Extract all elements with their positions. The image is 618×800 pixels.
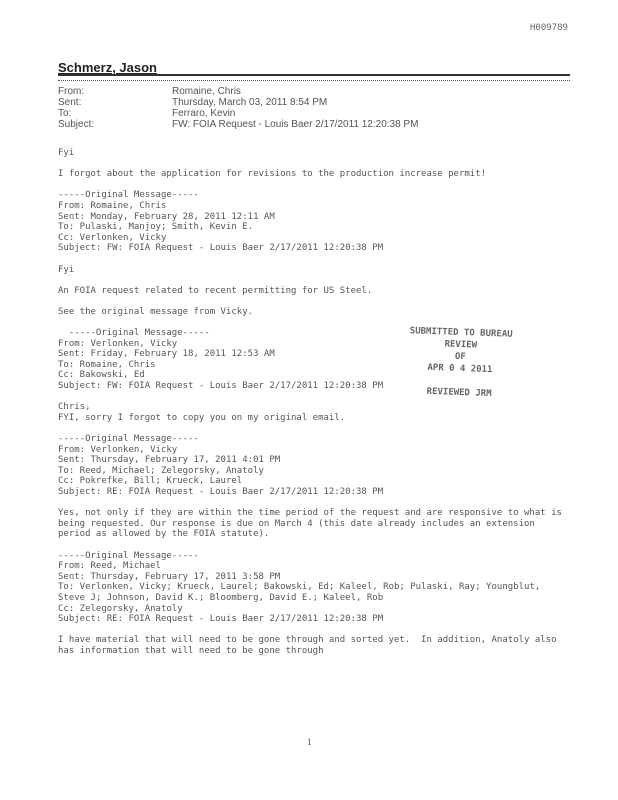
body-line: Cc: Verlonken, Vicky: [58, 232, 167, 243]
body-line: From: Verlonken, Vicky: [58, 338, 178, 349]
body-line: To: Reed, Michael; Zelegorsky, Anatoly: [58, 465, 264, 476]
email-header: [58, 86, 418, 130]
from-value: Romaine, Chris: [172, 86, 241, 97]
body-line: [58, 318, 578, 329]
body-line: FYI, sorry I forgot to copy you on my original email.: [58, 412, 346, 423]
body-line: -----Original Message-----: [58, 550, 199, 561]
body-line: Chris,: [58, 402, 91, 413]
subject-label: Subject:: [58, 119, 95, 130]
from-label: From:: [58, 86, 85, 97]
body-line: [58, 296, 578, 307]
sent-label: Sent:: [58, 97, 82, 108]
to-label: To:: [58, 108, 72, 119]
received-stamp: [394, 325, 527, 409]
body-line: has information that will need to be gone through: [58, 645, 324, 656]
body-line: [58, 180, 578, 191]
body-line: Sent: Friday, February 18, 2011 12:53 AM: [58, 349, 275, 360]
body-line: Sent: Thursday, February 17, 2011 3:58 PM: [58, 571, 281, 582]
stamp-line: APR 0 4 2011: [427, 362, 493, 376]
body-line: period as allowed by the FOIA statute).: [58, 529, 270, 540]
body-line: An FOIA request related to recent permitting for US Steel.: [58, 285, 373, 296]
body-line: Sent: Monday, February 28, 2011 12:11 AM: [58, 211, 275, 222]
body-line: Fyi: [58, 148, 75, 158]
body-line: I have material that will need to be gone through and sorted yet. In addition, Anatoly also: [58, 635, 557, 646]
body-line: -----Original Message-----: [58, 328, 210, 339]
body-line: -----Original Message-----: [58, 190, 199, 201]
body-line: Cc: Bakowski, Ed: [58, 370, 145, 381]
sent-value: Thursday, March 03, 2011 8:54 PM: [172, 97, 328, 108]
stamp-line: REVIEWED JRM: [426, 386, 492, 400]
body-line: [58, 625, 578, 636]
body-line: To: Pulaski, Manjoy; Smith, Kevin E.: [58, 222, 254, 233]
body-line: Subject: FW: FOIA Request - Louis Baer 2/17/2011 12:20:38 PM: [58, 381, 384, 392]
from-row: [58, 86, 418, 97]
subject-value: FW: FOIA Request - Louis Baer 2/17/2011 12:20:38 PM: [172, 119, 419, 130]
body-line: From: Romaine, Chris: [58, 200, 167, 211]
body-line: To: Verlonken, Vicky; Krueck, Laurel; Bakowski, Ed; Kaleel, Rob; Pulaski, Ray; Youngblut,: [58, 582, 541, 593]
to-row: [58, 108, 418, 119]
body-line: I forgot about the application for revisions to the production increase permit!: [58, 169, 487, 180]
page-number: 1: [307, 737, 312, 747]
body-line: Subject: RE: FOIA Request - Louis Baer 2/17/2011 12:20:38 PM: [58, 614, 384, 625]
body-line: [58, 540, 578, 551]
body-line: [58, 159, 578, 170]
body-line: Steve J; Johnson, David K.; Bloomberg, David E.; Kaleel, Rob: [58, 592, 384, 603]
body-line: Fyi: [58, 264, 75, 275]
subject-row: [58, 119, 418, 130]
stamp-line: OF: [454, 351, 466, 363]
body-line: Subject: FW: FOIA Request - Louis Baer 2/17/2011 12:20:38 PM: [58, 243, 384, 254]
body-line: [58, 423, 578, 434]
body-line: being requested. Our response is due on March 4 (this date already includes an extension: [58, 518, 535, 529]
body-line: Cc: Zelegorsky, Anatoly: [58, 603, 183, 614]
body-line: To: Romaine, Chris: [58, 359, 156, 370]
body-line: From: Verlonken, Vicky: [58, 444, 178, 455]
body-line: Cc: Pokrefke, Bill; Krueck, Laurel: [58, 476, 243, 487]
stamp-line: SUBMITTED TO BUREAU: [409, 326, 513, 340]
body-line: Sent: Thursday, February 17, 2011 4:01 PM: [58, 455, 281, 466]
body-line: [58, 498, 578, 509]
body-line: See the original message from Vicky.: [58, 306, 254, 317]
stamp-line: REVIEW: [444, 339, 478, 351]
mailbox-owner-name: Schmerz, Jason: [58, 60, 157, 75]
body-line: -----Original Message-----: [58, 434, 199, 445]
body-line: Subject: RE: FOIA Request - Louis Baer 2/17/2011 12:20:38 PM: [58, 487, 384, 497]
body-line: Yes, not only if they are within the time period of the request and are responsive to what is: [58, 508, 562, 519]
to-value: Ferraro, Kevin: [172, 108, 236, 119]
sent-row: [58, 97, 418, 108]
header-rule: [58, 74, 570, 81]
body-line: [58, 275, 578, 286]
body-line: From: Reed, Michael: [58, 561, 161, 572]
bates-number: H009789: [530, 23, 568, 33]
body-line: [58, 254, 578, 265]
